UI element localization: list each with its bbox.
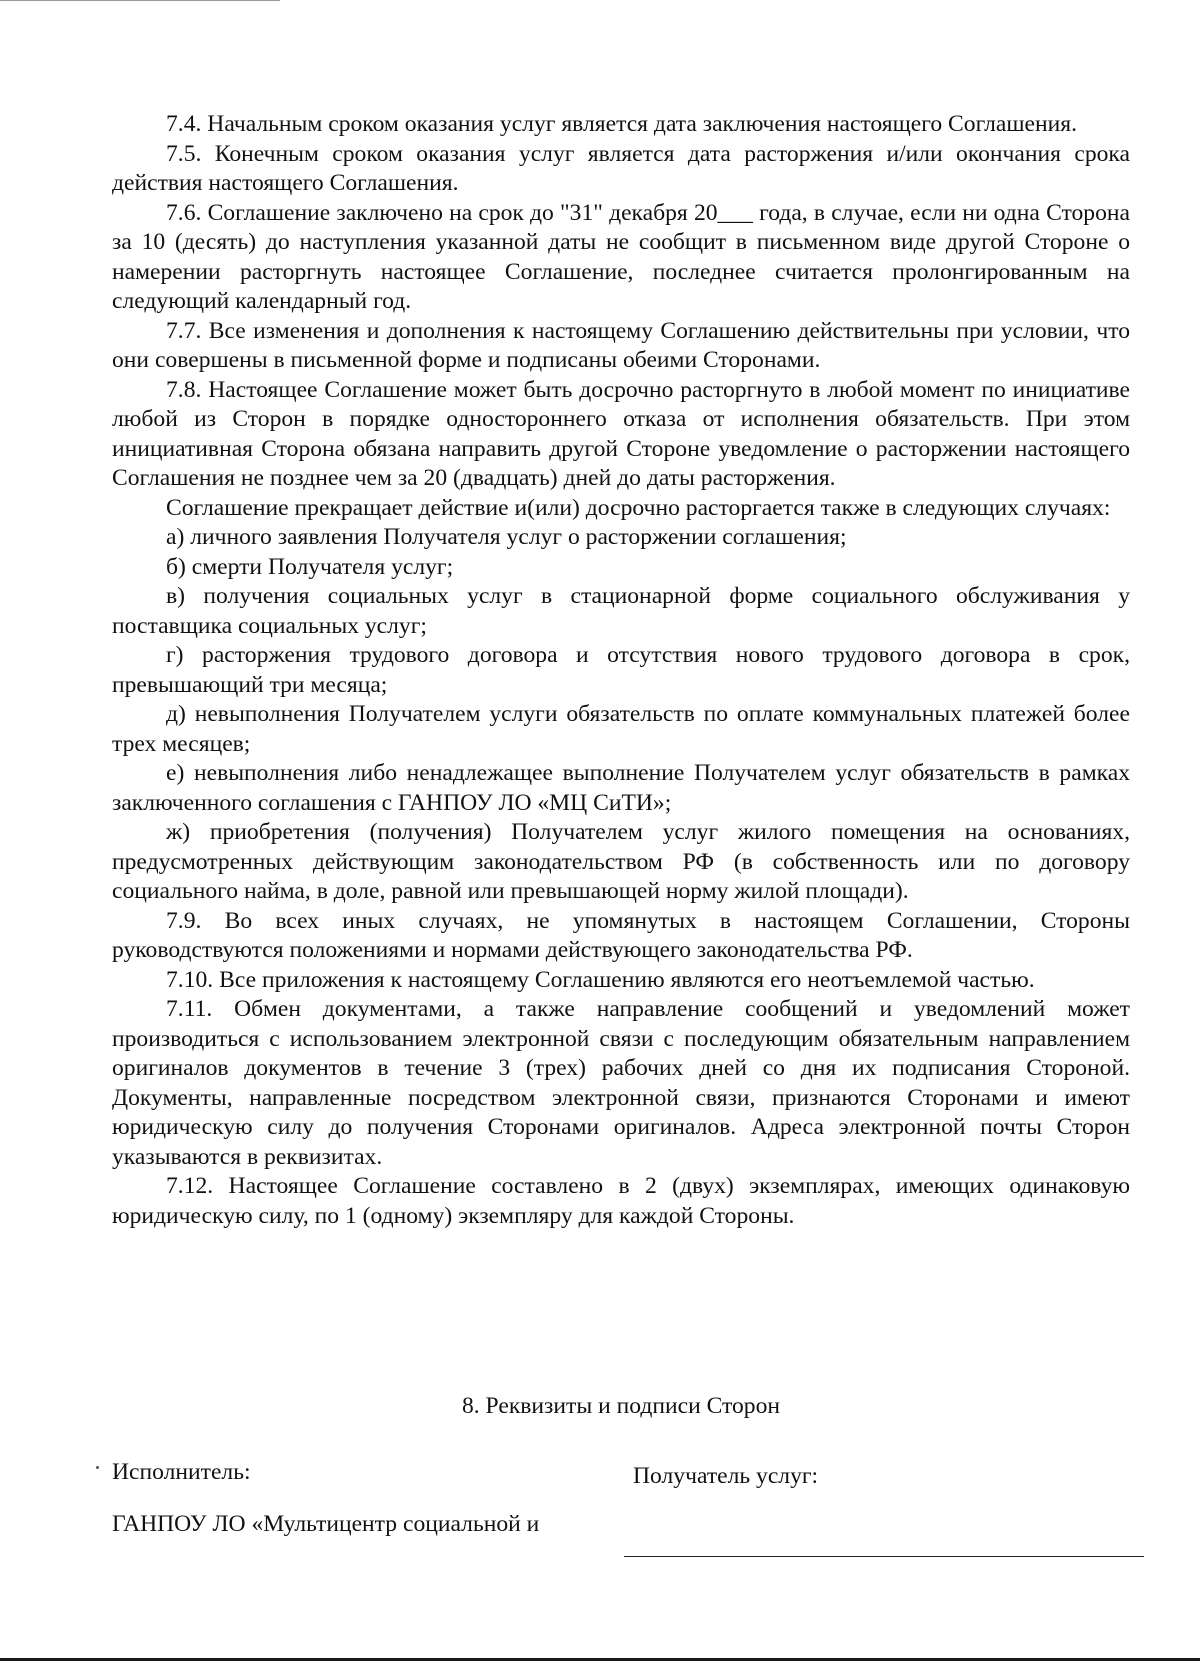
termination-case-g: г) расторжения трудового договора и отсутствия нового трудового договора в срок, превышающий три месяца; (112, 642, 1130, 698)
clause-7-5: 7.5. Конечным сроком оказания услуг является дата расторжения и/или окончания срока действия настоящего Соглашения. (112, 140, 1130, 196)
scan-edge-bottom (0, 1658, 1200, 1661)
clause-7-9: 7.9. Во всех иных случаях, не упомянутых в настоящем Соглашении, Стороны руководствуются положениями и нормами действующего законодательства РФ. (112, 907, 1130, 963)
termination-case-a: а) личного заявления Получателя услуг о расторжении соглашения; (166, 524, 847, 550)
document-body (112, 110, 1130, 1231)
recipient-label: Получатель услуг: (633, 1463, 819, 1489)
clause-7-7: 7.7. Все изменения и дополнения к настоящему Соглашению действительны при условии, что они совершены в письменной форме и подписаны обеими Сторонами. (112, 317, 1130, 373)
executor-name: ГАНПОУ ЛО «Мультицентр социальной и (112, 1511, 540, 1537)
termination-case-zh: ж) приобретения (получения) Получателем услуг жилого помещения на основаниях, предусмотренных действующим законодательством РФ (в собственность или по договору социального найма, в доле, равной или превышающей норму жилой площади). (112, 819, 1130, 904)
clause-7-6: 7.6. Соглашение заключено на срок до "31" декабря 20___ года, в случае, если ни одна Сторона за 10 (десять) до наступления указанной даты не сообщит в письменном виде другой Стороне о намерении расторгнуть настоящее Соглашение, последнее считается пролонгированным на следующий календарный год. (112, 199, 1130, 314)
termination-case-v: в) получения социальных услуг в стационарной форме социального обслуживания у поставщика социальных услуг; (112, 583, 1130, 639)
clause-7-12: 7.12. Настоящее Соглашение составлено в 2 (двух) экземплярах, имеющих одинаковую юридическую силу, по 1 (одному) экземпляру для каждой Стороны. (112, 1173, 1130, 1229)
scan-speck (96, 1466, 99, 1469)
clause-7-8: 7.8. Настоящее Соглашение может быть досрочно расторгнуто в любой момент по инициативе любой из Сторон в порядке одностороннего отказа от исполнения обязательств. При этом инициативная Сторона обязана направить другой Стороне уведомление о расторжении настоящего Соглашения не позднее чем за 20 (двадцать) дней до даты расторжения. (112, 376, 1130, 491)
termination-intro: Соглашение прекращает действие и(или) досрочно расторгается также в следующих случаях: (166, 494, 1111, 521)
scan-edge-top (0, 0, 280, 1)
clause-7-10: 7.10. Все приложения к настоящему Соглашению являются его неотъемлемой частью. (166, 966, 1035, 993)
clause-7-11: 7.11. Обмен документами, а также направление сообщений и уведомлений может производиться с использованием электронной связи с последующим обязательным направлением оригиналов документов в течение 3 (трех) рабочих дней со дня их подписания Стороной. Документы, направленные посредством электронной связи, признаются Сторонами и имеют юридическую силу до получения Сторонами оригиналов. Адреса электронной почты Сторон указываются в реквизитах. (112, 996, 1130, 1170)
termination-case-e: е) невыполнения либо ненадлежащее выполнение Получателем услуг обязательств в рамках заключенного соглашения с ГАНПОУ ЛО «МЦ СиТИ»; (112, 760, 1130, 816)
termination-case-b: б) смерти Получателя услуг; (166, 553, 454, 580)
section-title: 8. Реквизиты и подписи Сторон (461, 1393, 781, 1419)
executor-label: Исполнитель: (112, 1459, 251, 1485)
recipient-signature-line (624, 1556, 1144, 1557)
clause-7-4: 7.4. Начальным сроком оказания услуг является дата заключения настоящего Соглашения. (166, 111, 1077, 137)
termination-case-d: д) невыполнения Получателем услуги обязательств по оплате коммунальных платежей более трех месяцев; (112, 701, 1130, 757)
